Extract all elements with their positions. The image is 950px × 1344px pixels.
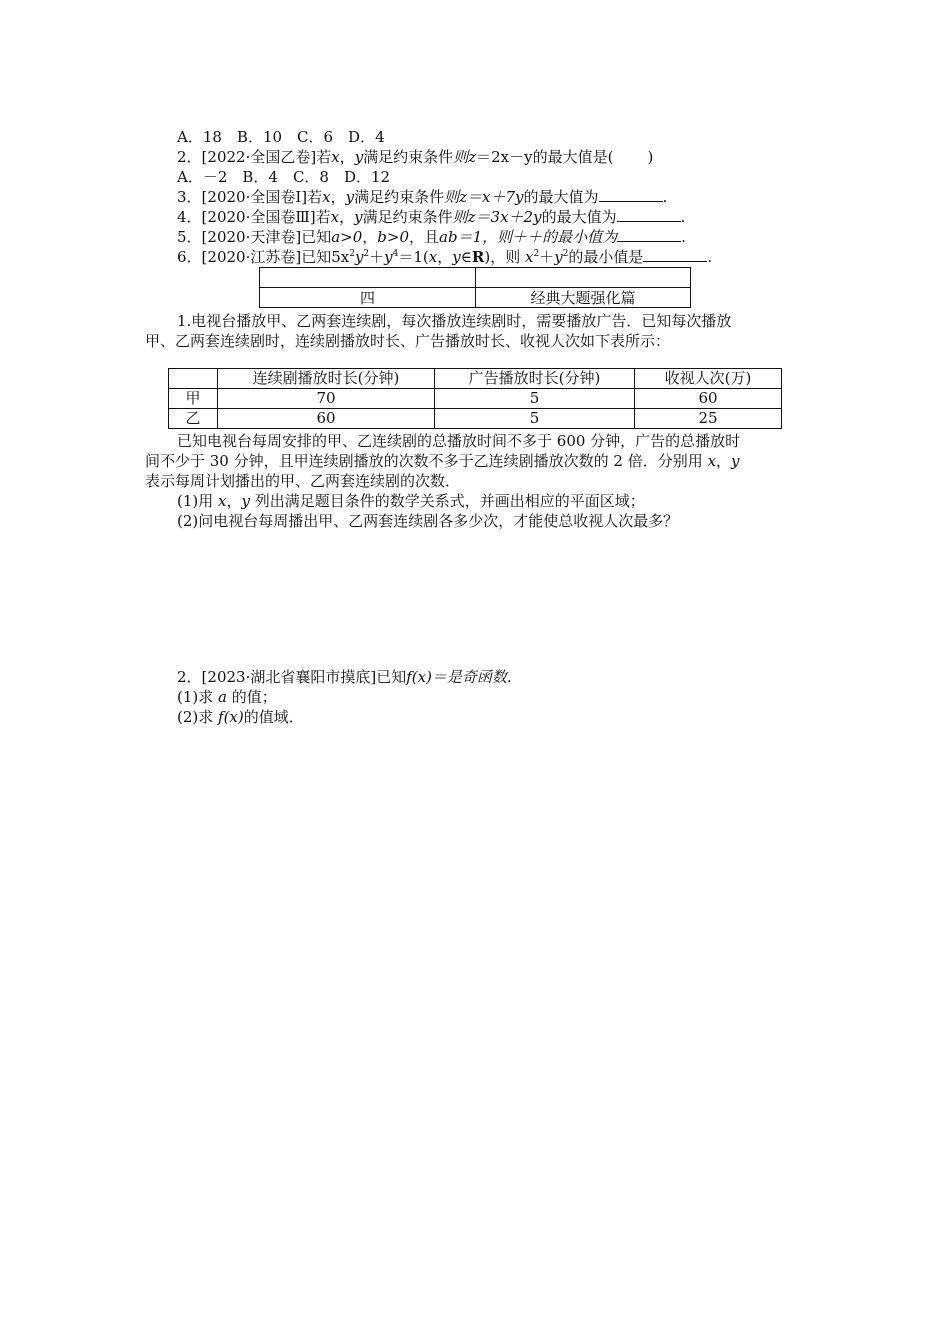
p2-end: . (506, 668, 512, 686)
var-x: x (330, 208, 340, 226)
problem-1-intro-line2: 甲、乙两套连续剧时，连续剧播放时长、广告播放时长、收视人次如下表所示： (145, 332, 671, 350)
comma: ， (362, 228, 378, 246)
p2-prefix: 2．[2023·湖北省襄阳市摸底]已知 (177, 668, 407, 686)
problem-2 (177, 667, 512, 687)
table-cell: 60 (635, 389, 782, 409)
question-2 (177, 147, 653, 167)
q2-mid: 满足约束条件 (363, 148, 454, 166)
q3-suffix: 的最大值为 (523, 188, 599, 206)
sub-text: 列出满足题目条件的数学关系式，并画出相应的平面区域； (254, 492, 645, 510)
q2-suffix: 的最大值是( (532, 148, 614, 166)
var-x: x (218, 492, 227, 510)
question-6: 6．[2020·江苏卷]已知$5x^2y^2+y^4=1(x$，y∈R)，则 $x^2+y^2$的最小值是 . (177, 248, 713, 266)
q4-mid: 满足约束条件 (362, 208, 453, 226)
var-y: y (345, 188, 355, 206)
data-table (168, 368, 782, 429)
q6-end: . (707, 248, 713, 266)
problem-1-sub1 (177, 491, 645, 511)
var-x: x (322, 188, 331, 206)
table-header: 连续剧播放时长(分钟) (218, 369, 435, 389)
q4-end: . (680, 208, 686, 226)
q4-prefix: 4．[2020·全国卷Ⅲ]若 (177, 208, 331, 226)
problem-1-body-line1: 已知电视台每周安排的甲、乙连续剧的总播放时间不多于 600 分钟，广告的总播放时 (177, 432, 741, 450)
table-header: 广告播放时长(分钟) (435, 369, 635, 389)
q3-mid: 满足约束条件 (354, 188, 445, 206)
q5-mid: ，则＋＋的最小值为 (482, 228, 618, 246)
answer-blank (643, 247, 707, 262)
question-3 (177, 187, 667, 207)
sub-label: (1)求 (177, 688, 214, 706)
problem-1-sub2: (2)问电视台每周播出甲、乙两套连续剧各多少次，才能使总收视人次最多？ (177, 512, 679, 530)
problem-1-body-line2 (145, 451, 739, 471)
q4-suffix: 的最大值为 (541, 208, 617, 226)
q2-options: A．－2 B．4 C．8 D．12 (177, 168, 391, 186)
var-x: x (707, 452, 716, 470)
table-header: 收视人次(万) (635, 369, 782, 389)
q6-prefix: 6．[2020·江苏卷]已知5x (177, 248, 350, 266)
q3-end: . (662, 188, 668, 206)
problem-1-intro-line1: 1.电视台播放甲、乙两套连续剧，每次播放连续剧时，需要播放广告．已知每次播放 (177, 312, 732, 330)
problem-1-body-line3: 表示每周计划播出的甲、乙两套连续剧的次数． (145, 472, 461, 490)
q5-cond1: a>0 (331, 228, 363, 246)
q2-expr: ＝2x－y (476, 148, 533, 166)
comma: ， (330, 188, 346, 206)
q5-cond3-pre: 且 (424, 228, 440, 246)
q6-mid: 的最小值是 (568, 248, 644, 266)
table-cell: 5 (435, 389, 635, 409)
table-row (169, 409, 782, 429)
answer-blank (617, 207, 681, 222)
sub-label: (1)用 (177, 492, 214, 510)
table-header-row (169, 369, 782, 389)
section-number: 四 (260, 288, 476, 308)
table-cell: 乙 (169, 409, 218, 429)
q2-close: ) (647, 148, 654, 166)
table-cell: 25 (635, 409, 782, 429)
comma: ， (339, 148, 355, 166)
q5-cond2: b>0 (377, 228, 409, 246)
var-y: y (730, 452, 740, 470)
sub-text: 的值； (231, 688, 277, 706)
sub-text: 的值域． (243, 708, 304, 726)
var-x: x (331, 148, 340, 166)
table-cell: 甲 (169, 389, 218, 409)
sub-label: (2)求 (177, 708, 214, 726)
table-header (169, 369, 218, 389)
var-y: y (354, 148, 364, 166)
comma: ， (226, 492, 242, 510)
var-y: y (241, 492, 250, 510)
question-5 (177, 227, 686, 247)
table-cell: 5 (435, 409, 635, 429)
comma: ， (409, 228, 425, 246)
q5-cond3: ab＝1 (439, 228, 483, 246)
comma: ， (339, 208, 355, 226)
var-z: z (468, 148, 477, 166)
table-cell: 60 (218, 409, 435, 429)
problem-2-sub2 (177, 707, 304, 727)
table-cell: 70 (218, 389, 435, 409)
p2-func: f(x)＝是奇函数 (406, 668, 507, 686)
answer-blank (617, 227, 681, 242)
q2-prefix: 2．[2022·全国乙卷]若 (177, 148, 332, 166)
q5-end: . (681, 228, 686, 246)
var-a: a (218, 688, 227, 706)
q4-then: 则 (452, 208, 468, 226)
q4-expr: z＝3x＋2y (467, 208, 542, 226)
section-header-table (259, 267, 691, 308)
body-text: 间不少于 30 分钟，且甲连续剧播放的次数不多于乙连续剧播放次数的 2 倍．分别用 (145, 452, 703, 470)
section-title: 经典大题强化篇 (476, 288, 691, 308)
q3-prefix: 3．[2020·全国卷Ⅰ]若 (177, 188, 323, 206)
table-row (169, 389, 782, 409)
problem-2-sub1 (177, 687, 277, 707)
p2-sub2-func: f(x) (218, 708, 244, 726)
q5-prefix: 5．[2020·天津卷]已知 (177, 228, 332, 246)
var-y: y (354, 208, 363, 226)
q1-options: A．18 B．10 C．6 D．4 (177, 128, 385, 146)
q3-expr: z＝x＋7y (459, 188, 524, 206)
q2-then: 则 (453, 148, 469, 166)
q3-then: 则 (444, 188, 460, 206)
comma: ， (715, 452, 731, 470)
answer-blank (599, 187, 663, 202)
question-4 (177, 207, 685, 227)
